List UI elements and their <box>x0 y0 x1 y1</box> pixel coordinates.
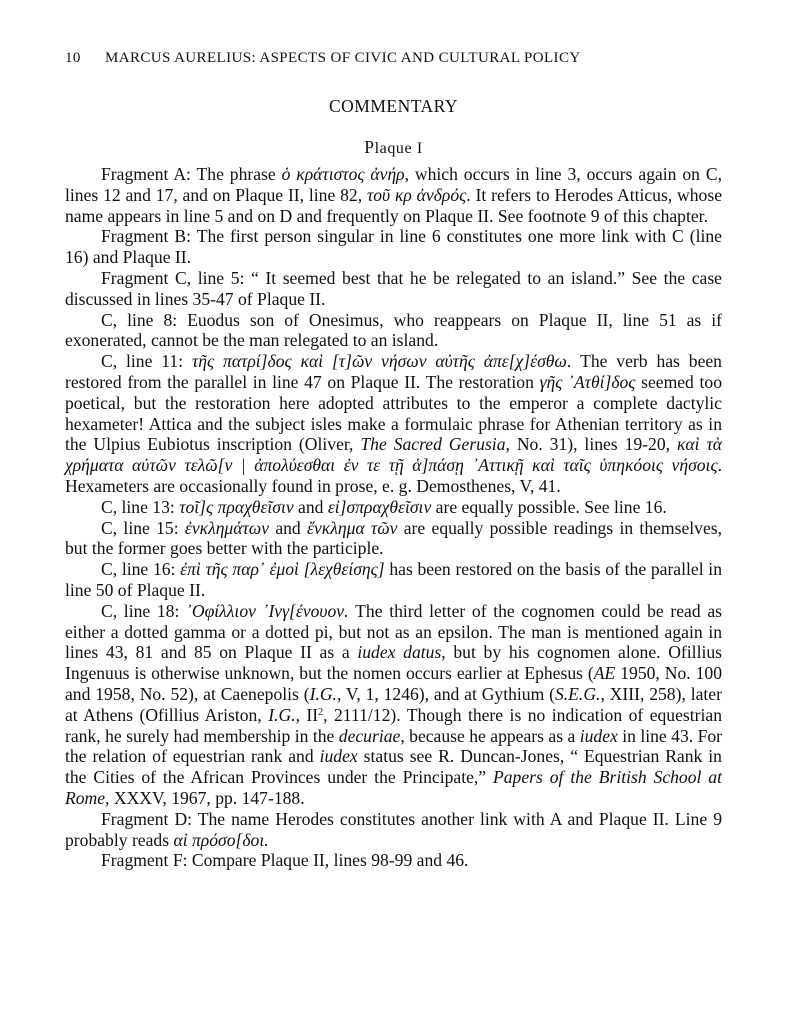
italic-term: iudex datus <box>357 642 442 663</box>
text-run: 1950, No. 100 and 1958, No. 52), at Caenepolis ( <box>65 663 723 704</box>
greek-phrase: ᾿Οφίλλιον ᾿Ινγ[ένουον. <box>186 600 349 621</box>
text-run: C, line 18: <box>101 600 186 621</box>
greek-phrase: ἐπὶ τῆς παρ᾿ ἐμοὶ [λεχθείσης] <box>180 559 385 580</box>
paragraph-c-line-18 <box>65 601 722 809</box>
subsection-heading-rest: laque I <box>374 140 423 157</box>
text-run: in line 43. For the relation of equestrian rank and <box>65 725 723 767</box>
text-run: The third letter of the cognomen could be read as either a dotted gamma or a dotted pi, but not as an epsilon. The man is mentioned again in lines 43, 81 and 85 on Plaque II as a <box>65 600 722 663</box>
text-run: XXXV, 1967, pp. 147-188. <box>109 787 305 808</box>
subsection-heading <box>65 137 722 159</box>
greek-phrase: ὁ κράτιστος ἀνήρ <box>281 164 405 184</box>
running-title: MARCUS AURELIUS: ASPECTS OF CIVIC AND CULTURAL POLICY <box>105 50 581 66</box>
text-run: . Hexameters are occasionally found in prose, e. g. Demosthenes, V, 41. <box>65 455 722 496</box>
text-run: has been restored on the basis of the parallel in line 50 of Plaque II. <box>65 559 722 600</box>
text-run: C, line 16: <box>101 559 181 580</box>
text-run: status see R. Duncan-Jones, “ Equestrian Rank in the Cities of the African Provinces under the Principate,” <box>65 746 722 788</box>
greek-phrase: τοῦ κρ ἀνδρός <box>366 184 467 205</box>
italic-term: decuriae <box>338 725 401 746</box>
greek-phrase: αἱ πρόσο[δοι. <box>173 829 269 850</box>
text-run: C, line 13: <box>101 496 180 517</box>
greek-phrase: ἐνκλημάτων <box>184 517 270 538</box>
italic-title: The Sacred Gerusia <box>360 434 506 455</box>
text-run: , II <box>295 704 319 725</box>
text-run: Fragment D: The name Herodes constitutes another link with A and Plaque II. Line 9 probably reads <box>65 808 722 850</box>
text-run: are equally possible readings in themselves, but the former goes better with the participle. <box>65 517 723 559</box>
subsection-heading-initial: P <box>364 137 375 157</box>
text-run: , V, 1, 1246), and at Gythium ( <box>336 683 555 704</box>
paragraph-fragment-f: Fragment F: Compare Plaque II, lines 98-99 and 46. <box>101 850 469 871</box>
commentary-body <box>65 164 722 871</box>
paragraph-fragment-d <box>65 809 722 851</box>
superscript: 2 <box>318 706 324 718</box>
text-run: . The verb has been restored from the parallel in line 47 on Plaque II. The restoration <box>65 351 722 392</box>
greek-phrase: καὶ τὰ χρήματα αὐτῶν τελῶ[ν | ἀπολύεσθαι ἐν τε τῇ ἁ]πάσῃ ᾿Αττικῇ καὶ ταῖς ὑπηκόοις νήσοις <box>65 434 722 476</box>
text-run: and <box>269 517 308 538</box>
text-run: C, line 15: <box>101 517 185 538</box>
text-run: , which occurs in line 3, occurs again on C, lines 12 and 17, and on Plaque II, line 82, <box>65 164 723 205</box>
text-run: , because he appears as a <box>400 725 580 746</box>
text-run: seemed too poetical, but the restoration here adopted attributes to the emperor a complete dactylic hexameter! Attica and the subject isles make a formulaic phrase for Athenian territory as in the Ulpius Eubiotus inscription (Oliver, <box>65 371 722 455</box>
italic-term: iudex <box>579 725 618 746</box>
italic-title: Papers of the British School at Rome, <box>65 767 722 808</box>
paragraph-c-line-13 <box>65 497 722 518</box>
text-run: and <box>293 496 328 517</box>
italic-citation: AE <box>593 663 616 684</box>
paragraph-c-line-11 <box>65 351 722 497</box>
page-number: 10 <box>65 50 81 66</box>
paragraph-c-line-8: C, line 8: Euodus son of Onesimus, who reappears on Plaque II, line 51 as if exonerated, cannot be the man relegated to an island. <box>65 309 722 351</box>
text-run: , XIII, 258), later at Athens (Ofillius Ariston, <box>65 683 722 725</box>
italic-citation: I.G. <box>268 704 296 725</box>
italic-citation: I.G. <box>309 683 337 704</box>
text-run: , but by his cognomen alone. Ofillius Ingenuus is otherwise unknown, but the nomen occurs earlier at Ephesus ( <box>65 642 722 684</box>
section-title: COMMENTARY <box>328 96 459 116</box>
paragraph-fragment-a <box>65 164 722 226</box>
text-run: are equally possible. See line 16. <box>431 496 667 517</box>
paragraph-c-line-16 <box>65 559 722 601</box>
paragraph-fragment-c-line-5: Fragment C, line 5: “ It seemed best that he be relegated to an island.” See the case discussed in lines 35-47 of Plaque II. <box>65 267 722 309</box>
page <box>65 48 722 871</box>
italic-term: iudex <box>319 746 358 767</box>
greek-phrase: εἰ]σπραχθεῖσιν <box>327 496 432 517</box>
text-run: C, line 11: <box>101 351 192 372</box>
italic-citation: S.E.G. <box>554 683 601 704</box>
text-run: , 2111/12). Though there is no indication of equestrian rank, he surely had membership in the <box>65 704 722 746</box>
greek-phrase: γῆς ᾿Ατθί]δος <box>539 371 636 392</box>
greek-phrase: ἔνκλημα τῶν <box>307 517 398 538</box>
greek-phrase: τοῖ]ς πραχθεῖσιν <box>179 496 294 517</box>
paragraph-fragment-b: Fragment B: The first person singular in line 6 constitutes one more link with C (line 16) and Plaque II. <box>65 226 722 268</box>
running-head <box>65 48 722 68</box>
greek-phrase: τῆς πατρί]δος καὶ [τ]ῶν νήσων αὐτῆς ἀπε[χ]έσθω <box>191 351 567 372</box>
text-run: Fragment A: The phrase <box>101 164 282 184</box>
text-run: , No. 31), lines 19-20, <box>505 434 677 455</box>
text-run: . It refers to Herodes Atticus, whose name appears in line 5 and on D and frequently on Plaque II. See footnote 9 of this chapter. <box>65 184 723 226</box>
paragraph-c-line-15 <box>65 518 722 560</box>
